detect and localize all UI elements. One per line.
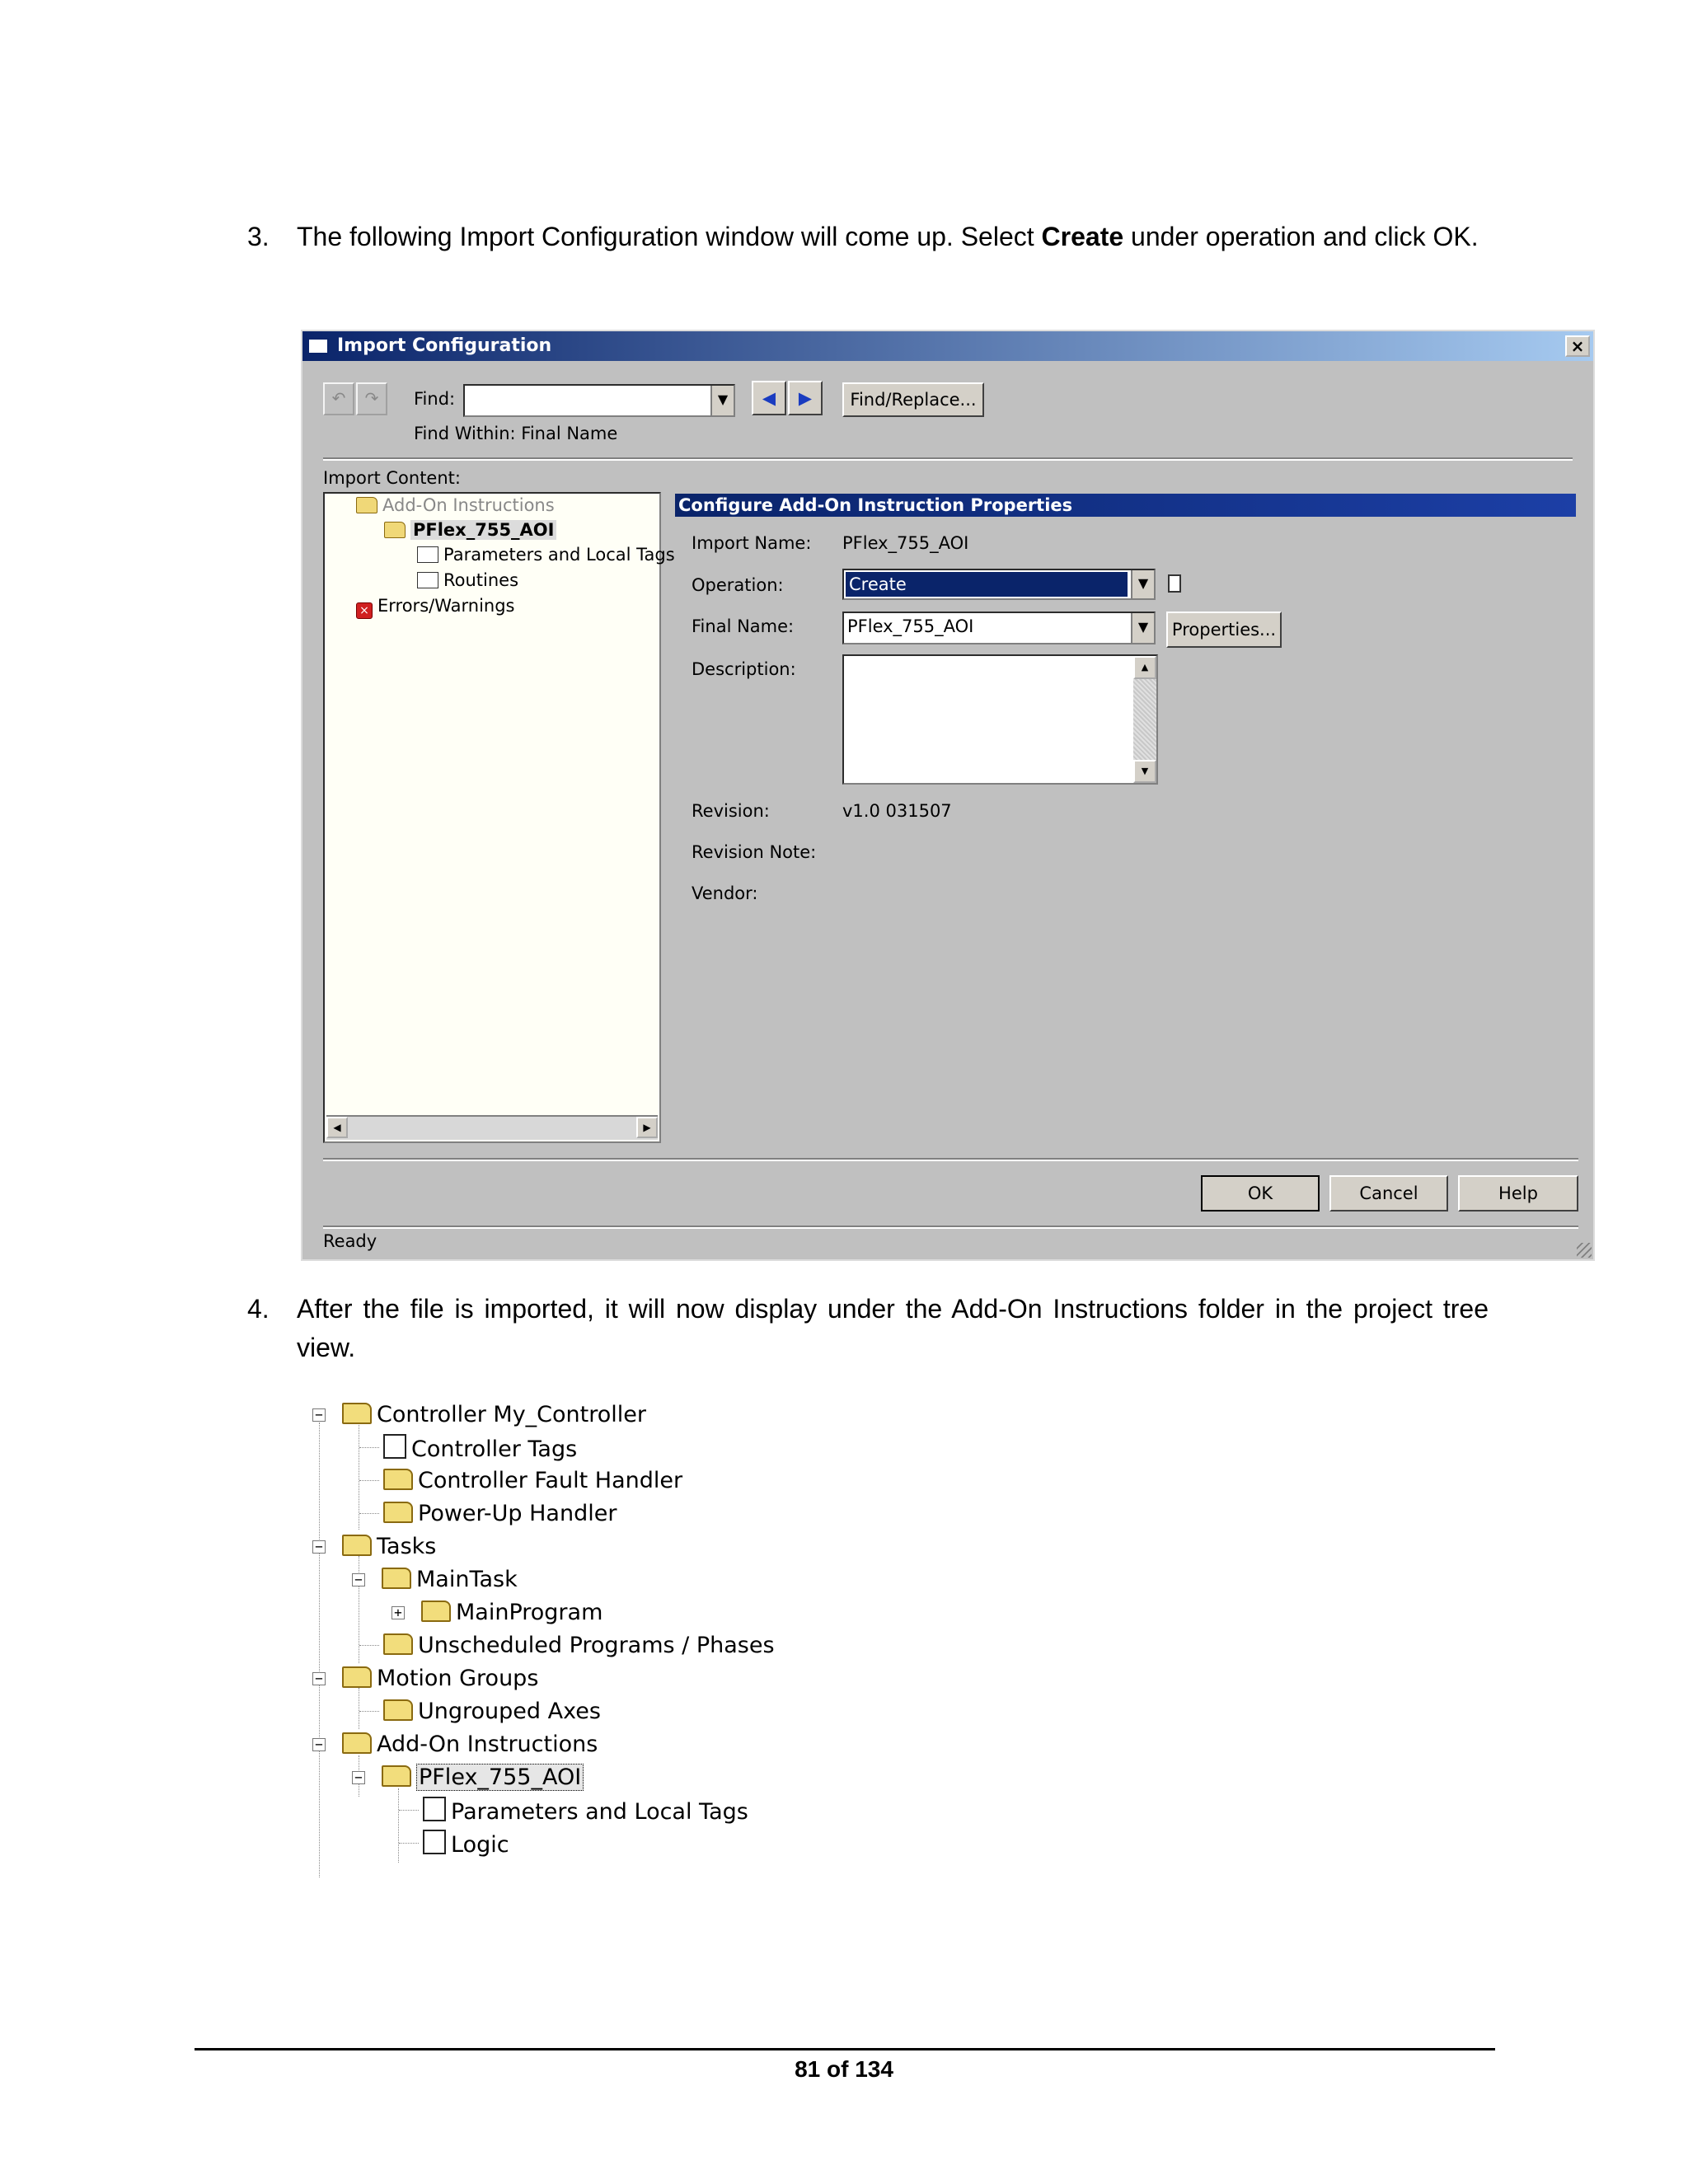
folder-icon [383, 1699, 413, 1721]
tree-item-label: Controller Tags [411, 1436, 578, 1462]
tree-item-logic[interactable] [423, 1830, 509, 1859]
separator [323, 457, 1573, 461]
forward-icon[interactable]: ↷ [356, 382, 387, 415]
close-icon[interactable]: × [1565, 335, 1590, 357]
tree-item-errors[interactable] [356, 596, 514, 619]
tree-item-label: Routines [443, 570, 519, 590]
tree-connector [359, 1480, 379, 1481]
find-input[interactable] [463, 384, 735, 417]
dialog-title: Import Configuration [337, 335, 552, 356]
tree-item-parameters[interactable] [417, 545, 675, 565]
tree-item-label: PFlex_755_AOI [410, 520, 556, 540]
folder-icon [342, 1535, 372, 1556]
project-tree[interactable] [305, 1401, 799, 1879]
find-previous-icon[interactable]: ◀ [752, 381, 786, 415]
page-icon [1168, 574, 1181, 593]
aoi-icon [382, 1765, 411, 1787]
scroll-right-icon[interactable]: ▶ [636, 1117, 658, 1138]
import-content-label: Import Content: [323, 468, 461, 488]
import-name-label: Import Name: [692, 533, 812, 553]
task-icon [382, 1568, 411, 1589]
tree-item-add-on-instructions[interactable] [342, 1731, 598, 1759]
tags-icon [417, 546, 438, 563]
tree-connector [399, 1810, 419, 1811]
find-label: Find: [414, 389, 456, 409]
properties-button[interactable]: Properties... [1166, 612, 1282, 648]
folder-icon [342, 1732, 372, 1754]
scroll-left-icon[interactable]: ◀ [326, 1117, 348, 1138]
import-configuration-dialog [301, 330, 1595, 1261]
tree-item-controller-tags[interactable] [383, 1434, 577, 1464]
tags-icon [383, 1434, 406, 1459]
collapse-icon[interactable]: − [312, 1672, 326, 1685]
tree-item-tasks[interactable] [342, 1533, 436, 1561]
tree-item-label: MainProgram [456, 1600, 603, 1625]
scroll-up-icon[interactable]: ▲ [1133, 656, 1156, 679]
operation-label: Operation: [692, 575, 784, 595]
status-text: Ready [323, 1231, 377, 1251]
page-number: 81 of 134 [795, 2056, 893, 2082]
folder-icon [342, 1666, 372, 1688]
revision-note-label: Revision Note: [692, 842, 817, 862]
error-icon: × [356, 602, 373, 619]
tree-connector [359, 1711, 379, 1712]
tree-item-parameters[interactable] [423, 1797, 748, 1826]
step-number: 4. [247, 1294, 270, 1324]
tree-connector [319, 1422, 320, 1877]
step-number: 3. [247, 222, 270, 251]
tree-item-power-up-handler[interactable] [383, 1500, 617, 1528]
tree-item-motion-groups[interactable] [342, 1665, 538, 1693]
tree-item-label: Parameters and Local Tags [443, 545, 675, 565]
step-text-part: under operation and click OK. [1123, 222, 1479, 251]
folder-icon [383, 1502, 413, 1523]
tags-icon [423, 1797, 446, 1821]
tree-item-label: Ungrouped Axes [418, 1699, 601, 1724]
properties-header: Configure Add-On Instruction Properties [675, 494, 1576, 517]
tree-item-fault-handler[interactable] [383, 1467, 682, 1495]
folder-icon [383, 1469, 413, 1490]
step-text-part: The following Import Configuration window will come up. Select [297, 222, 1042, 251]
tree-item-label: Errors/Warnings [377, 596, 515, 616]
chevron-down-icon[interactable]: ▼ [710, 386, 734, 415]
collapse-icon[interactable]: − [352, 1771, 365, 1784]
step-bold-word: Create [1041, 222, 1124, 251]
tree-item-routines[interactable] [417, 570, 518, 590]
revision-value: v1.0 031507 [842, 801, 952, 821]
tree-item-label: MainTask [416, 1567, 518, 1592]
tree-item-label: Add-On Instructions [382, 495, 555, 515]
resize-grip-icon[interactable] [1577, 1243, 1592, 1258]
tree-connector [359, 1447, 379, 1448]
folder-icon [356, 497, 377, 513]
vendor-label: Vendor: [692, 883, 758, 903]
horizontal-scrollbar[interactable] [326, 1115, 658, 1140]
window-icon [307, 338, 329, 354]
operation-select[interactable] [842, 569, 1156, 600]
tree-item-label: Unscheduled Programs / Phases [418, 1633, 775, 1658]
dialog-titlebar [302, 331, 1593, 361]
collapse-icon[interactable]: − [352, 1573, 365, 1586]
tree-item-ungrouped-axes[interactable] [383, 1698, 601, 1726]
tree-connector [359, 1645, 379, 1646]
tree-item-label: Controller My_Controller [377, 1402, 646, 1427]
help-button[interactable]: Help [1458, 1175, 1578, 1212]
tree-item-controller[interactable] [342, 1401, 646, 1429]
tree-item-pflex-aoi[interactable] [382, 1764, 584, 1792]
tree-connector [359, 1513, 379, 1514]
footer-rule [195, 2048, 1495, 2050]
separator [323, 1158, 1578, 1161]
separator [323, 1226, 1578, 1229]
program-icon [421, 1601, 451, 1622]
description-textarea[interactable] [842, 654, 1158, 785]
folder-icon [342, 1403, 372, 1424]
find-within-text: Find Within: Final Name [414, 424, 618, 443]
vertical-scrollbar[interactable] [1133, 656, 1156, 783]
tree-item-mainprogram[interactable] [421, 1599, 603, 1627]
tree-item-label: Power-Up Handler [418, 1501, 617, 1526]
final-name-value: PFlex_755_AOI [847, 616, 974, 636]
tree-item-label: Add-On Instructions [377, 1732, 598, 1757]
operation-selected: Create [846, 572, 1128, 597]
tree-item-label: Tasks [377, 1534, 437, 1559]
tree-item-label: Logic [451, 1832, 509, 1858]
ok-button[interactable]: OK [1201, 1175, 1320, 1212]
import-content-tree[interactable] [323, 492, 675, 1143]
description-label: Description: [692, 659, 796, 679]
logic-icon [423, 1830, 446, 1854]
tree-item-label: Parameters and Local Tags [451, 1799, 748, 1825]
revision-label: Revision: [692, 801, 770, 821]
tree-item-unscheduled[interactable] [383, 1632, 775, 1660]
routines-icon [417, 572, 438, 588]
aoi-icon [384, 522, 406, 538]
tree-item-maintask[interactable] [382, 1566, 518, 1594]
tree-item-pflex-aoi[interactable] [384, 520, 556, 540]
folder-icon [383, 1633, 413, 1655]
tree-connector [399, 1843, 419, 1844]
chevron-down-icon[interactable]: ▼ [1131, 570, 1154, 598]
final-name-select[interactable] [842, 612, 1156, 644]
collapse-icon[interactable]: − [312, 1408, 326, 1422]
back-icon[interactable]: ↶ [323, 382, 354, 415]
expand-icon[interactable]: + [392, 1606, 405, 1619]
chevron-down-icon[interactable]: ▼ [1131, 613, 1154, 643]
find-next-icon[interactable]: ▶ [788, 381, 823, 415]
tree-connector [398, 1788, 399, 1863]
tree-item-label: Controller Fault Handler [418, 1468, 683, 1493]
final-name-label: Final Name: [692, 616, 795, 636]
step-text: After the file is imported, it will now display under the Add-On Instructions folder in the project tree view. [297, 1294, 1489, 1362]
tree-item-label: Motion Groups [377, 1666, 539, 1691]
collapse-icon[interactable]: − [312, 1738, 326, 1751]
step-text [297, 218, 1492, 256]
scroll-down-icon[interactable]: ▼ [1133, 760, 1156, 783]
import-name-value: PFlex_755_AOI [842, 533, 969, 553]
collapse-icon[interactable]: − [312, 1540, 326, 1554]
cancel-button[interactable]: Cancel [1329, 1175, 1448, 1212]
tree-item-add-on-instructions[interactable] [356, 495, 555, 515]
tree-item-label: PFlex_755_AOI [416, 1764, 584, 1791]
find-replace-button[interactable]: Find/Replace... [842, 382, 984, 417]
